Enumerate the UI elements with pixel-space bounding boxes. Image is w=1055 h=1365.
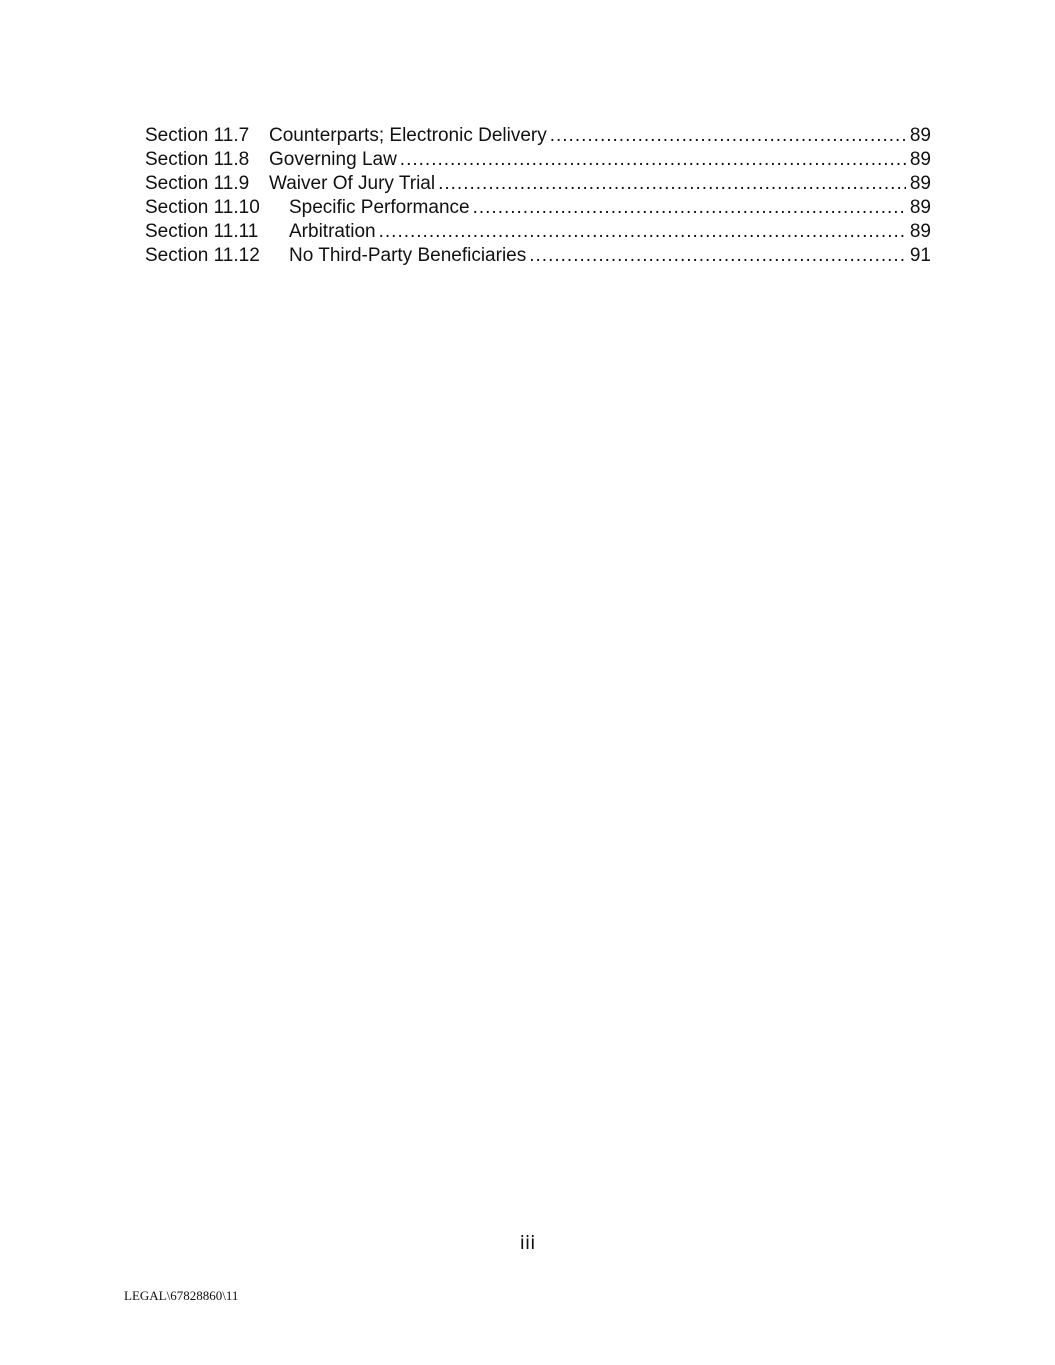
toc-section-title: Arbitration [289,221,376,242]
toc-page-number: 89 [909,197,931,218]
toc-section-title: Governing Law [269,149,397,170]
toc-entry[interactable] [145,196,931,220]
table-of-contents [145,124,931,268]
toc-page-number: 89 [909,125,931,146]
toc-dot-leader [400,148,906,172]
toc-section-number: Section 11.10 [145,197,260,218]
toc-dot-leader [379,220,906,244]
toc-section-title: Waiver Of Jury Trial [269,173,436,194]
toc-section-title: No Third-Party Beneficiaries [289,245,527,266]
toc-section-number: Section 11.11 [145,221,259,242]
toc-page-number: 89 [909,149,931,170]
toc-page-number: 91 [909,245,931,266]
toc-entry[interactable] [145,172,931,196]
toc-section-number: Section 11.7 [145,125,250,146]
toc-dot-leader [529,244,906,268]
toc-dot-leader [473,196,906,220]
toc-dot-leader [550,124,906,148]
toc-page-number: 89 [909,221,931,242]
toc-entry[interactable] [145,148,931,172]
toc-entry[interactable] [145,124,931,148]
page-number: iii [519,1232,536,1254]
toc-page-number: 89 [909,173,931,194]
toc-section-number: Section 11.12 [145,245,260,266]
toc-entry[interactable] [145,244,931,268]
toc-section-number: Section 11.9 [145,173,250,194]
toc-section-number: Section 11.8 [145,149,250,170]
toc-entry[interactable] [145,220,931,244]
toc-dot-leader [438,172,906,196]
toc-section-title: Counterparts; Electronic Delivery [269,125,547,146]
toc-section-title: Specific Performance [289,197,470,218]
document-id: LEGAL\67828860\11 [124,1288,239,1303]
